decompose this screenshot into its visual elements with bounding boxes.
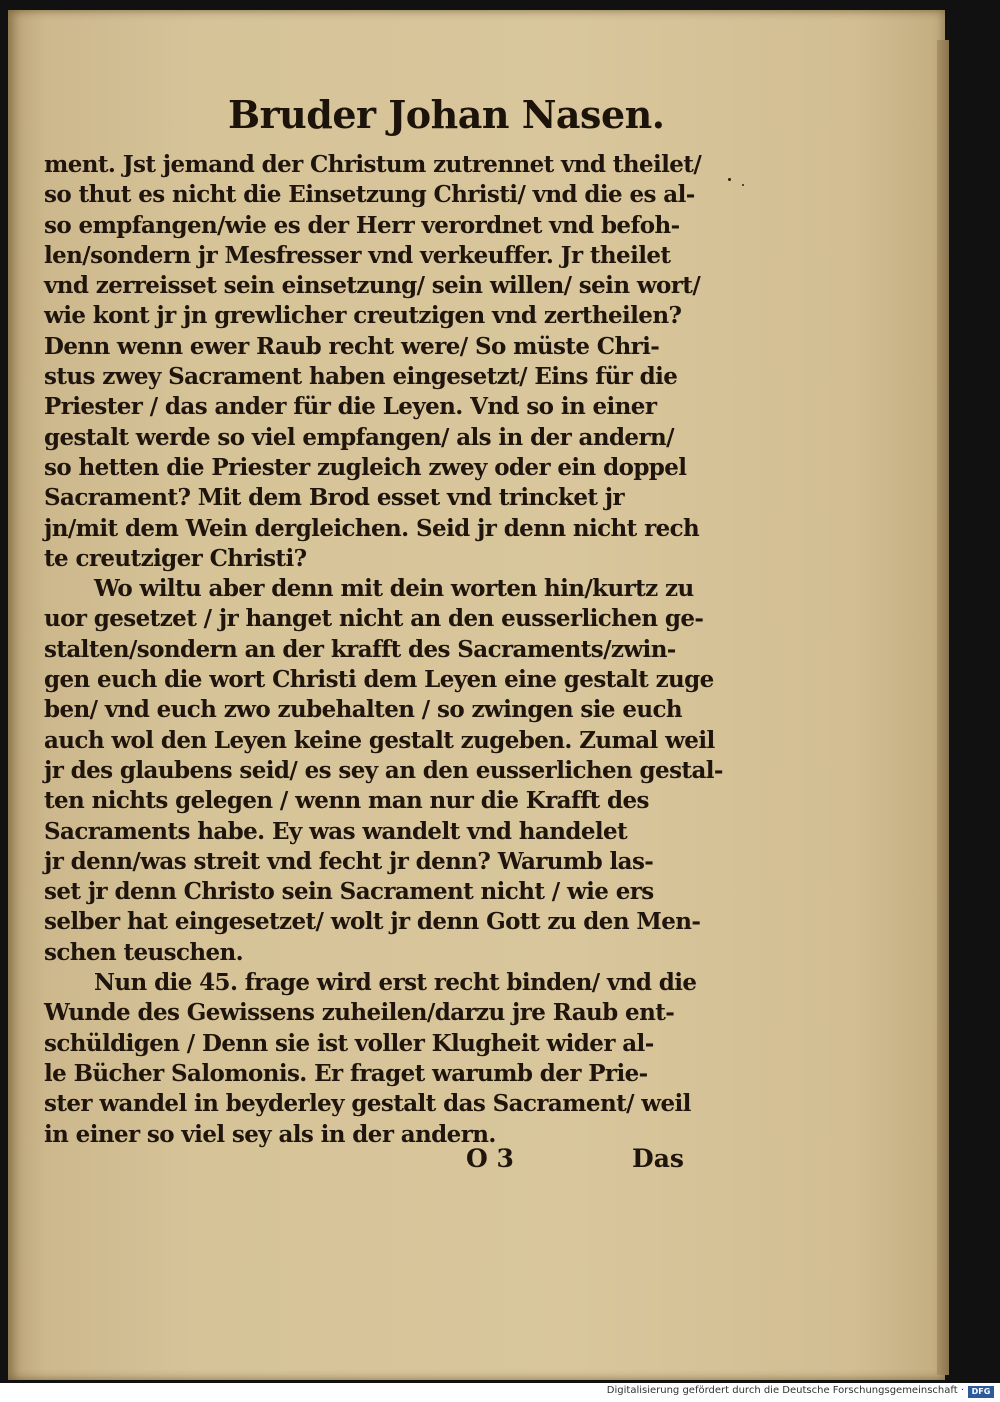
catchword: Das	[632, 1144, 684, 1173]
text-line: uor gesetzet / jr hanget nicht an den eusserlichen ge-	[44, 605, 704, 633]
text-line: schen teuschen.	[44, 938, 244, 966]
text-line: jn/mit dem Wein dergleichen. Seid jr denn nicht rech	[44, 514, 700, 542]
text-line: Nun die 45. frage wird erst recht binden/ vnd die	[94, 969, 697, 997]
credit-bar	[0, 1383, 1000, 1402]
text-line: jr des glaubens seid/ es sey an den eusserlichen gestal-	[44, 756, 723, 784]
text-line: te creutziger Christi?	[44, 544, 307, 572]
text-line: Sacraments habe. Ey was wandelt vnd handelet	[44, 817, 628, 845]
text-line: len/sondern jr Mesfresser vnd verkeuffer. Jr theilet	[44, 241, 671, 269]
text-line: selber hat eingesetzet/ wolt jr denn Gott zu den Men-	[44, 908, 701, 936]
text-line: Priester / das ander für die Leyen. Vnd so in einer	[44, 393, 657, 421]
text-line: schüldigen / Denn sie ist voller Klugheit wider al-	[44, 1029, 654, 1057]
text-line: auch wol den Leyen keine gestalt zugeben. Zumal weil	[44, 726, 715, 754]
text-line: jr denn/was streit vnd fecht jr denn? Warumb las-	[44, 847, 654, 875]
text-line: gen euch die wort Christi dem Leyen eine gestalt zuge	[44, 666, 714, 694]
dfg-credit: Digitalisierung gefördert durch die Deutsche Forschungsgemeinschaft ·	[606, 1385, 964, 1396]
text-line: Sacrament? Mit dem Brod esset vnd trincket jr	[44, 484, 625, 512]
text-line: wie kont jr jn grewlicher creutzigen vnd zertheilen?	[44, 302, 682, 330]
book-page	[8, 10, 945, 1380]
body-text	[44, 150, 723, 1150]
text-line: Denn wenn ewer Raub recht were/ So müste Chri-	[44, 332, 660, 360]
page-footer	[466, 1144, 696, 1180]
text-line: ster wandel in beyderley gestalt das Sacrament/ weil	[44, 1090, 691, 1118]
text-line: so thut es nicht die Einsetzung Christi/ vnd die es al-	[44, 181, 695, 209]
text-line: so empfangen/wie es der Herr verordnet vnd befoh-	[44, 211, 680, 239]
text-line: Wunde des Gewissens zuheilen/darzu jre Raub ent-	[44, 999, 675, 1027]
text-line: Wo wiltu aber denn mit dein worten hin/kurtz zu	[94, 575, 694, 603]
page-edge	[937, 40, 949, 1375]
text-line: stus zwey Sacrament haben eingesetzt/ Eins für die	[44, 363, 678, 391]
text-line: so hetten die Priester zugleich zwey oder ein doppel	[44, 453, 687, 481]
text-line: set jr denn Christo sein Sacrament nicht / wie ers	[44, 878, 654, 906]
text-line: ten nichts gelegen / wenn man nur die Krafft des	[44, 787, 649, 815]
text-line: in einer so viel sey als in der andern.	[44, 1120, 496, 1148]
text-line: vnd zerreisset sein einsetzung/ sein willen/ sein wort/	[44, 272, 701, 300]
ink-spot	[742, 184, 744, 186]
text-line: ben/ vnd euch zwo zubehalten / so zwingen sie euch	[44, 696, 683, 724]
ink-spot	[728, 178, 731, 181]
text-line: gestalt werde so viel empfangen/ als in der andern/	[44, 423, 674, 451]
running-header: Bruder Johan Nasen.	[228, 92, 665, 137]
text-line: le Bücher Salomonis. Er fraget warumb der Prie-	[44, 1059, 648, 1087]
signature-mark: O 3	[466, 1144, 514, 1173]
text-line: ment. Jst jemand der Christum zutrennet vnd theilet/	[44, 151, 702, 178]
text-line: stalten/sondern an der krafft des Sacraments/zwin-	[44, 635, 676, 663]
dfg-logo-icon: DFG	[968, 1386, 994, 1398]
